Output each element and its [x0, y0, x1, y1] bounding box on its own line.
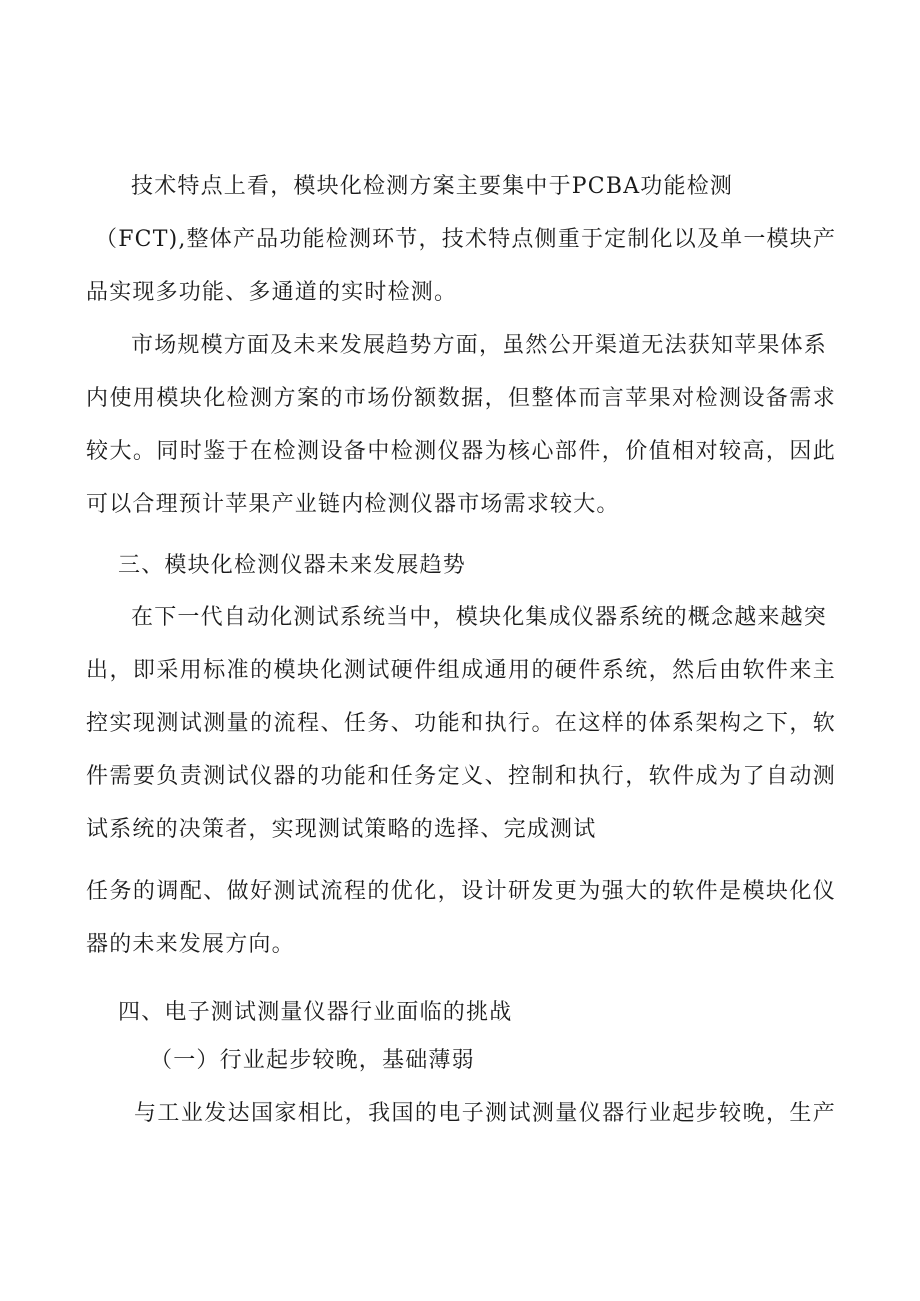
paragraph-2-line-4: 可以合理预计苹果产业链内检测仪器市场需求较大。	[86, 492, 620, 517]
paragraph-1-line-3: 品实现多功能、多通道的实时检测。	[86, 280, 458, 305]
subsection-heading-4-1: （一）行业起步较晚，基础薄弱	[150, 1048, 475, 1073]
paragraph-3-line-5: 试系统的决策者，实现测试策略的选择、完成测试	[86, 817, 597, 842]
paragraph-3-line-4: 件需要负责测试仪器的功能和任务定义、控制和执行，软件成为了自动测	[86, 764, 836, 789]
paragraph-4-line-2: 器的未来发展方向。	[86, 932, 295, 957]
section-heading-3: 三、模块化检测仪器未来发展趋势	[118, 553, 467, 578]
paragraph-4-line-1: 任务的调配、做好测试流程的优化，设计研发更为强大的软件是模块化仪	[86, 879, 836, 904]
paragraph-3-line-2: 出，即采用标准的模块化测试硬件组成通用的硬件系统，然后由软件来主	[86, 658, 836, 683]
paragraph-3-line-1: 在下一代自动化测试系统当中，模块化集成仪器系统的概念越来越突	[131, 605, 828, 630]
paragraph-1-line-2: （FCT),整体产品功能检测环节，技术特点侧重于定制化以及单一模块产	[95, 227, 837, 252]
paragraph-3-line-3: 控实现测试测量的流程、任务、功能和执行。在这样的体系架构之下，软	[86, 711, 836, 736]
paragraph-2-line-1: 市场规模方面及未来发展趋势方面，虽然公开渠道无法获知苹果体系	[131, 333, 828, 358]
paragraph-2-line-2: 内使用模块化检测方案的市场份额数据，但整体而言苹果对检测设备需求	[86, 386, 836, 411]
paragraph-5-line-1: 与工业发达国家相比，我国的电子测试测量仪器行业起步较晚，生产	[134, 1101, 836, 1126]
paragraph-1-line-1: 技术特点上看，模块化检测方案主要集中于PCBA功能检测	[131, 174, 734, 199]
paragraph-2-line-3: 较大。同时鉴于在检测设备中检测仪器为核心部件，价值相对较高，因此	[86, 439, 836, 464]
section-heading-4: 四、电子测试测量仪器行业面临的挑战	[118, 1000, 513, 1025]
